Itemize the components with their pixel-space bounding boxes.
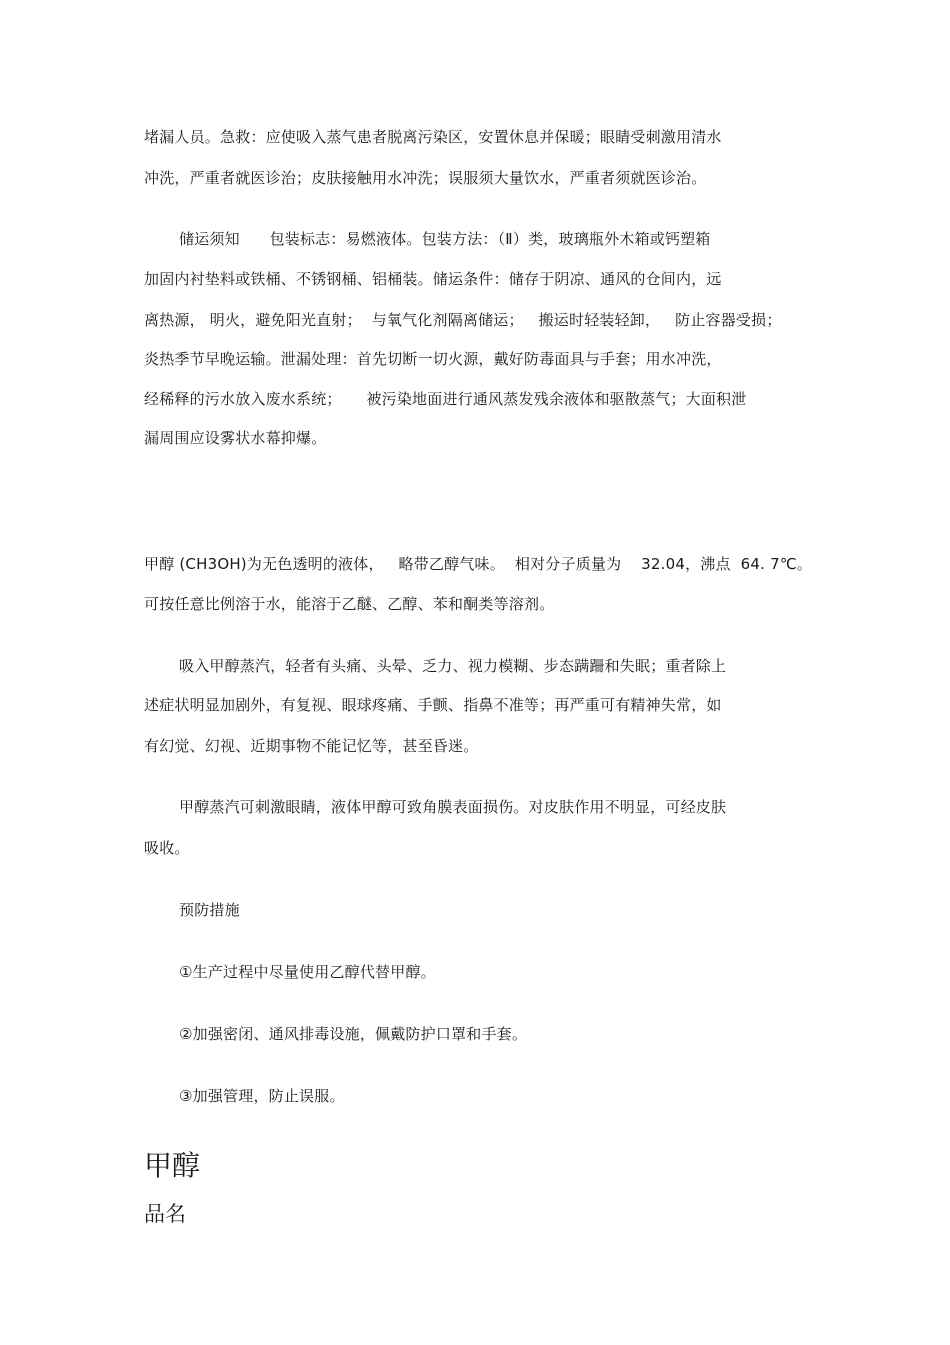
text-line: 甲醇 (CH3OH)为无色透明的液体， 略带乙醇气味。 相对分子质量为 32.04，沸点 64. 7℃。 [144, 555, 813, 573]
section-title: 甲醇 [144, 1149, 201, 1182]
prevention-item: ②加强密闭、通风排毒设施，佩戴防护口罩和手套。 [179, 1025, 528, 1043]
text-line: 储运须知 包装标志：易燃液体。包装方法：（Ⅱ）类，玻璃瓶外木箱或钙塑箱 [179, 230, 711, 248]
text-line: 冲洗，严重者就医诊治；皮肤接触用水冲洗；误服须大量饮水，严重者须就医诊治。 [144, 169, 707, 187]
text-line: 可按任意比例溶于水，能溶于乙醚、乙醇、苯和酮类等溶剂。 [144, 595, 555, 613]
text-line: 吸收。 [144, 839, 190, 857]
prevention-item: ①生产过程中尽量使用乙醇代替甲醇。 [179, 963, 436, 981]
text-line: 吸入甲醇蒸汽，轻者有头痛、头晕、乏力、视力模糊、步态蹒跚和失眠；重者除上 [179, 657, 727, 675]
text-line: 堵漏人员。急救：应使吸入蒸气患者脱离污染区，安置休息并保暖；眼睛受刺激用清水 [144, 128, 722, 146]
text-line: 甲醇蒸汽可刺激眼睛，液体甲醇可致角膜表面损伤。对皮肤作用不明显，可经皮肤 [179, 798, 727, 816]
prevention-heading: 预防措施 [179, 901, 240, 919]
text-line: 经稀释的污水放入废水系统； 被污染地面进行通风蒸发残余液体和驱散蒸气；大面积泄 [144, 390, 747, 408]
text-line: 加固内衬垫料或铁桶、不锈钢桶、铝桶装。储运条件：储存于阴凉、通风的仓间内，远 [144, 270, 722, 288]
text-line: 漏周围应设雾状水幕抑爆。 [144, 429, 327, 447]
prevention-item: ③加强管理，防止误服。 [179, 1087, 345, 1105]
text-line: 炎热季节早晚运输。泄漏处理：首先切断一切火源，戴好防毒面具与手套；用水冲洗， [144, 350, 722, 368]
text-line: 离热源， 明火，避免阳光直射； 与氧气化剂隔离储运； 搬运时轻装轻卸， 防止容器受损； [144, 311, 782, 329]
section-subtitle: 品名 [144, 1202, 186, 1226]
text-line: 述症状明显加剧外，有复视、眼球疼痛、手颤、指鼻不准等；再严重可有精神失常，如 [144, 696, 722, 714]
text-line: 有幻觉、幻视、近期事物不能记忆等，甚至昏迷。 [144, 737, 479, 755]
